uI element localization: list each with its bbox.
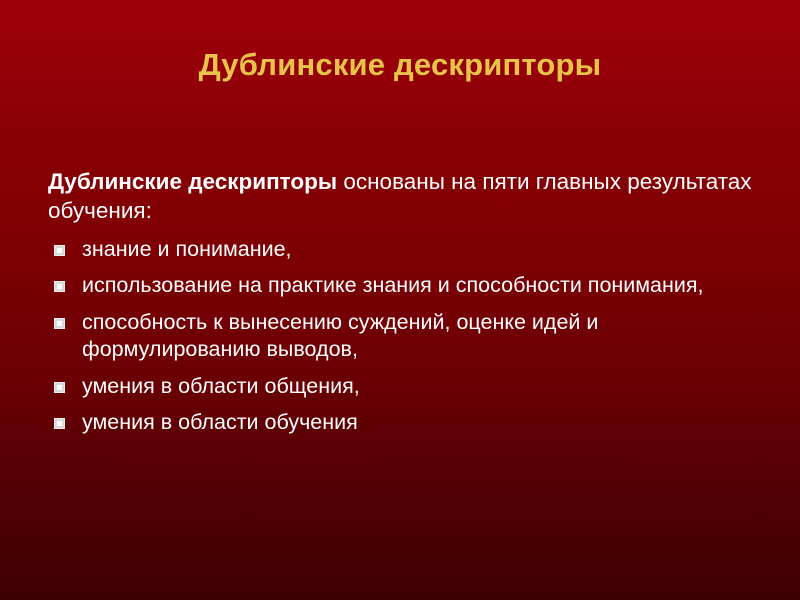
lead-rest: основаны на пяти главных результатах обучения:: [48, 169, 752, 223]
list-item-label: умения в области обучения: [82, 410, 358, 435]
slide-body: [40, 168, 760, 446]
lead-paragraph: [40, 168, 760, 226]
square-bullet-icon: [54, 382, 65, 393]
lead-emphasis: Дублинские дескрипторы: [48, 169, 338, 194]
list-item-label: использование на практике знания и способности понимания,: [82, 273, 704, 298]
square-bullet-icon: [54, 281, 65, 292]
bullet-list: [40, 236, 760, 437]
list-item-label: способность к вынесению суждений, оценке идей и формулированию выводов,: [82, 309, 599, 362]
page-title: Дублинские дескрипторы: [198, 47, 602, 82]
list-item-label: знание и понимание,: [82, 236, 292, 261]
square-bullet-icon: [54, 318, 65, 329]
list-item: [40, 409, 760, 437]
list-item: [40, 309, 760, 364]
square-bullet-icon: [54, 245, 65, 256]
list-item: [40, 272, 760, 300]
list-item: [40, 236, 760, 264]
list-item: [40, 373, 760, 401]
square-bullet-icon: [54, 418, 65, 429]
list-item-label: умения в области общения,: [82, 373, 360, 398]
